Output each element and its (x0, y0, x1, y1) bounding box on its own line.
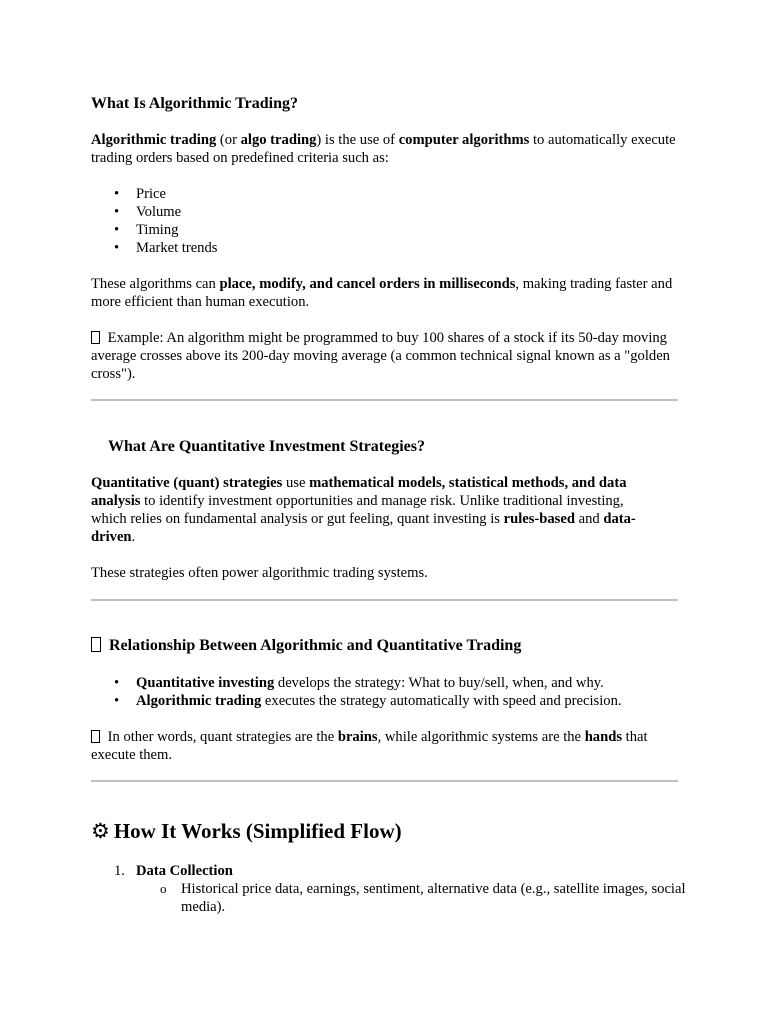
list-item: • Algorithmic trading executes the strategy automatically with speed and precision. (136, 692, 723, 710)
missing-glyph-icon (91, 730, 100, 743)
list-item: • Quantitative investing develops the strategy: What to buy/sell, when, and why. (136, 674, 723, 692)
section-title-quant-strategies: What Are Quantitative Investment Strategies? (108, 438, 425, 455)
section-divider (91, 780, 678, 782)
algo-speed-paragraph: These algorithms can place, modify, and cancel orders in milliseconds, making trading faster and more efficient than human execution. (91, 276, 673, 310)
gear-icon: ⚙ (91, 819, 110, 843)
quant-systems-paragraph: These strategies often power algorithmic trading systems. (91, 565, 428, 581)
criteria-list (91, 185, 217, 257)
missing-glyph-icon (91, 637, 101, 652)
relationship-list (91, 674, 723, 710)
section-divider (91, 599, 678, 601)
section-divider (91, 399, 678, 401)
list-item: • Market trends (136, 239, 217, 257)
section-title-algorithmic-trading: What Is Algorithmic Trading? (91, 95, 298, 112)
flow-steps-list (91, 862, 723, 916)
example-paragraph: Example: An algorithm might be programmed to buy 100 shares of a stock if its 50-day moving average crosses above its 200-day moving average (a common technical signal known as a "golden cross"). (91, 330, 670, 382)
section-title-how-it-works: ⚙ How It Works (Simplified Flow) (91, 819, 402, 843)
algo-intro-paragraph: Algorithmic trading (or algo trading) is the use of computer algorithms to automatically execute trading orders based on predefined criteria such as: (91, 132, 676, 166)
summary-paragraph: In other words, quant strategies are the brains, while algorithmic systems are the hands that execute them. (91, 729, 648, 763)
missing-glyph-icon (91, 331, 100, 344)
sub-list (136, 880, 723, 916)
list-item: • Price (136, 185, 217, 203)
list-item: • Volume (136, 203, 217, 221)
section-title-relationship: Relationship Between Algorithmic and Quantitative Trading (91, 636, 521, 656)
list-item: o Historical price data, earnings, sentiment, alternative data (e.g., satellite images, social media). (181, 880, 723, 916)
list-item: • Timing (136, 221, 217, 239)
list-item: 1. Data Collection o Historical price data, earnings, sentiment, alternative data (e.g., satellite images, social media). (136, 862, 723, 916)
quant-definition-paragraph: Quantitative (quant) strategies use mathematical models, statistical methods, and data analysis to identify investment opportunities and manage risk. Unlike traditional investing, which relies on fundamental analysis or gut feeling, quant investing is rules-based and data-driven. (91, 475, 636, 545)
